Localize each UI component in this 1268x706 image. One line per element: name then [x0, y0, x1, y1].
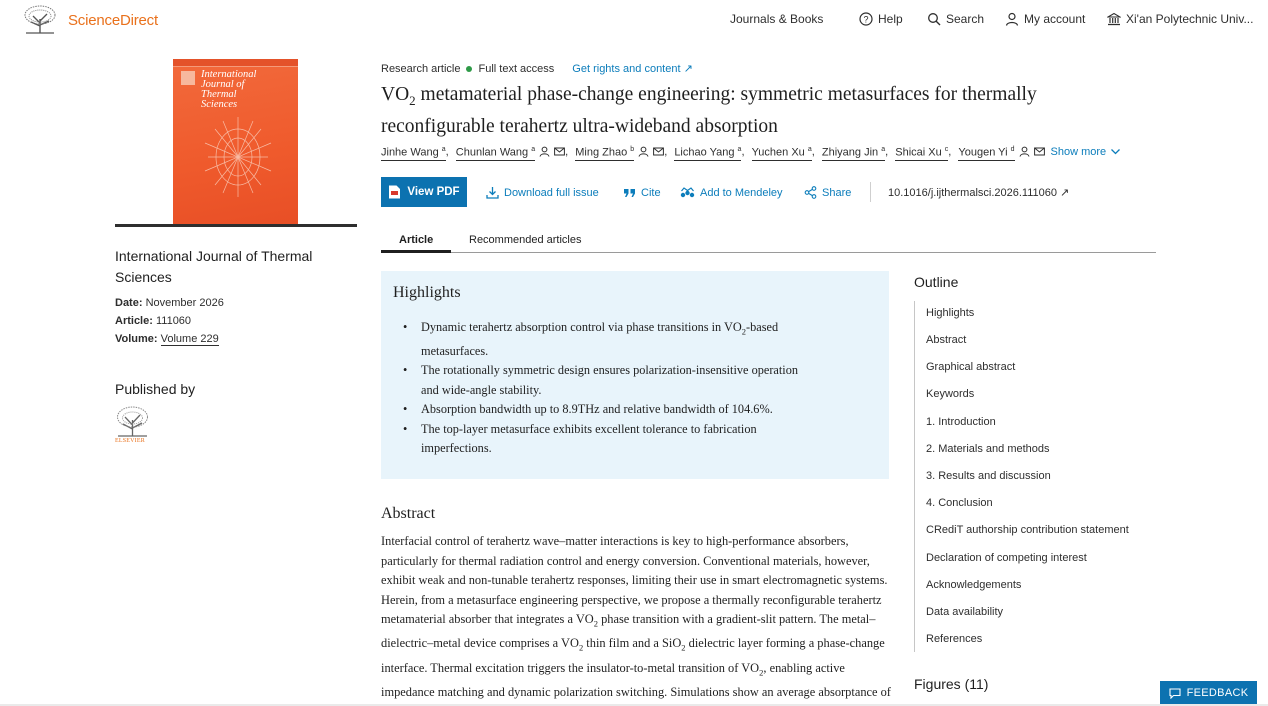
author-list: Jinhe Wang $^a$ , Chunlan Wang $^a$ , Ming Zhao $^b$ , Lichao Yang $^a$ , Yuchen Xu $^a$ , Zhiyang Jin $^a$ , Shicai Xu $^c$ , Yougen Yi $^d$ Show more: [381, 143, 1121, 161]
figures-heading[interactable]: Figures (11): [914, 676, 989, 692]
article-type: Research article: [381, 62, 461, 75]
tab-article[interactable]: Article: [399, 234, 434, 246]
my-account-link[interactable]: [1005, 12, 1085, 26]
search-label: Search: [946, 12, 985, 26]
chat-bubble-icon: [1169, 688, 1181, 699]
person-icon: [1005, 12, 1019, 26]
abstract-heading: Abstract: [381, 505, 436, 522]
chevron-down-icon: [1110, 146, 1121, 157]
highlights-heading: Highlights: [393, 284, 461, 301]
my-account-label: My account: [1024, 12, 1086, 26]
person-icon[interactable]: [1019, 146, 1030, 157]
elsevier-tree-logo[interactable]: [22, 5, 58, 35]
outline-item-materials-methods[interactable]: 2. Materials and methods: [926, 443, 1050, 455]
outline-item-highlights[interactable]: Highlights: [926, 307, 975, 319]
volume-link[interactable]: Volume 229: [160, 333, 219, 345]
institution-label: Xi'an Polytechnic Univ...: [1126, 12, 1254, 26]
journal-name-link[interactable]: International Journal of Thermal Sciences: [115, 248, 313, 285]
volume-info: [115, 333, 219, 345]
cover-artwork: [193, 107, 283, 207]
outline-item-references[interactable]: References: [926, 633, 983, 645]
cover-title: International Journal of Thermal Sciences: [201, 69, 257, 110]
outline-rail: [914, 301, 915, 652]
help-icon: [859, 12, 873, 26]
volume-label: Volume:: [115, 333, 158, 345]
active-tab-indicator: [381, 250, 451, 253]
access-type: Full text access: [478, 62, 555, 75]
cover-top-band: [173, 59, 298, 67]
list-item: • The top-layer metasurface exhibits excellent tolerance to fabrication imperfections.: [403, 420, 803, 459]
mail-icon[interactable]: [554, 146, 565, 157]
share-link[interactable]: Share: [804, 186, 851, 199]
author-link[interactable]: Yougen Yi $^d$: [958, 143, 1014, 161]
quote-icon: [623, 186, 636, 199]
mail-icon[interactable]: [653, 146, 664, 157]
show-more-authors-button[interactable]: Show more: [1051, 146, 1122, 158]
abstract-text: Interfacial control of terahertz wave–matter interactions is key to high-performance absorbers, particularly for thermal radiation control and energy conversion. Conventional materials, however, exhibit weak and non-tunable terahertz responses, limiting their use in smart electromagnetic systems. Herein, from a metasurface engineering perspective, we propose a thermally reconfigurable terahertz metamaterial absorber that integrates a $VO_2$ phase transition with a gradient-slit pattern. The metal–dielectric–metal device comprises a $VO_2$ thin film and a SiO$_2$ dielectric layer forming a phase-change interface. Thermal excitation triggers the insulator-to-metal transition of $VO_2$, enabling active impedance matching and dynamic polarization switching. Simulations show an average absorptance of: [381, 534, 891, 699]
pdf-icon: [388, 185, 401, 199]
tab-recommended-articles[interactable]: Recommended articles: [469, 234, 582, 246]
list-item: • The rotationally symmetric design ensures polarization-insensitive operation and wide-angle stability.: [403, 361, 803, 400]
rights-content-link[interactable]: Get rights and content ↗: [572, 63, 693, 75]
outline-item-keywords[interactable]: Keywords: [926, 388, 975, 400]
article-type-line: [381, 62, 693, 75]
download-full-issue-link[interactable]: Download full issue: [486, 186, 599, 199]
outline-item-acknowledgements[interactable]: Acknowledgements: [926, 579, 1022, 591]
author-link[interactable]: Yuchen Xu $^a$: [752, 143, 812, 161]
sciencedirect-logo[interactable]: ScienceDirect: [68, 12, 158, 29]
share-icon: [804, 186, 817, 199]
article-value: 111060: [155, 315, 192, 327]
cover-publisher-mark: [181, 71, 195, 85]
outline-item-competing-interest[interactable]: Declaration of competing interest: [926, 552, 1087, 564]
help-link[interactable]: [859, 12, 903, 26]
doi-link[interactable]: 10.1016/j.ijthermalsci.2026.111060 ↗: [888, 187, 1070, 199]
sidebar-divider: [115, 224, 357, 227]
add-to-mendeley-link[interactable]: Add to Mendeley: [680, 186, 783, 199]
author-link[interactable]: Shicai Xu $^c$: [895, 143, 948, 161]
list-item: • Dynamic terahertz absorption control via phase transitions in $VO_2$-based metasurfaces.: [403, 318, 803, 361]
author-link[interactable]: Jinhe Wang $^a$: [381, 143, 446, 161]
tab-divider: [381, 252, 1156, 253]
author-link[interactable]: Zhiyang Jin $^a$: [822, 143, 885, 161]
mendeley-icon: [680, 186, 695, 199]
journals-books-link[interactable]: [730, 12, 823, 26]
cite-link[interactable]: Cite: [623, 186, 661, 199]
article-number: [115, 315, 191, 327]
search-link[interactable]: [927, 12, 984, 26]
article-label: Article:: [115, 315, 153, 327]
author-link[interactable]: Lichao Yang $^a$: [674, 143, 741, 161]
date-label: Date:: [115, 297, 143, 309]
person-icon[interactable]: [638, 146, 649, 157]
outline-item-credit-statement[interactable]: CRediT authorship contribution statement: [926, 524, 1129, 536]
feedback-button[interactable]: FEEDBACK: [1160, 681, 1257, 705]
highlights-list: [403, 318, 803, 459]
journals-books-label: Journals & Books: [730, 12, 824, 26]
search-icon: [927, 12, 941, 26]
author-link[interactable]: Ming Zhao $^b$: [575, 143, 634, 161]
outline-item-introduction[interactable]: 1. Introduction: [926, 416, 996, 428]
highlights-section: [381, 271, 889, 479]
help-label: Help: [878, 12, 903, 26]
outline-heading: Outline: [914, 274, 959, 290]
institution-icon: [1107, 12, 1121, 26]
date-value: November 2026: [145, 297, 224, 309]
elsevier-tree-icon[interactable]: [115, 405, 150, 438]
published-by-heading: Published by: [115, 381, 196, 397]
open-access-dot-icon: [466, 66, 472, 72]
outline-item-graphical-abstract[interactable]: Graphical abstract: [926, 361, 1016, 373]
institution-link[interactable]: [1107, 12, 1253, 26]
article-title: $VO_2$ metamaterial phase-change engineering: symmetric metasurfaces for thermally reconfigurable terahertz ultra-wideband absorption: [381, 84, 1037, 137]
outline-item-results-discussion[interactable]: 3. Results and discussion: [926, 470, 1051, 482]
mail-icon[interactable]: [1034, 146, 1045, 157]
action-divider: [870, 182, 871, 202]
outline-item-conclusion[interactable]: 4. Conclusion: [926, 497, 993, 509]
outline-item-abstract[interactable]: Abstract: [926, 334, 967, 346]
view-pdf-button[interactable]: View PDF: [381, 177, 467, 207]
journal-cover[interactable]: [173, 59, 298, 224]
issue-date: [115, 297, 224, 309]
list-item: • Absorption bandwidth up to 8.9THz and relative bandwidth of 104.6%.: [403, 400, 803, 420]
elsevier-wordmark: ELSEVIER: [115, 438, 145, 444]
author-link[interactable]: Chunlan Wang $^a$: [456, 143, 535, 161]
top-bar: [0, 0, 1268, 42]
person-icon[interactable]: [539, 146, 550, 157]
download-icon: [486, 186, 499, 199]
outline-item-data-availability[interactable]: Data availability: [926, 606, 1004, 618]
svg-text:?: ?: [863, 14, 869, 25]
